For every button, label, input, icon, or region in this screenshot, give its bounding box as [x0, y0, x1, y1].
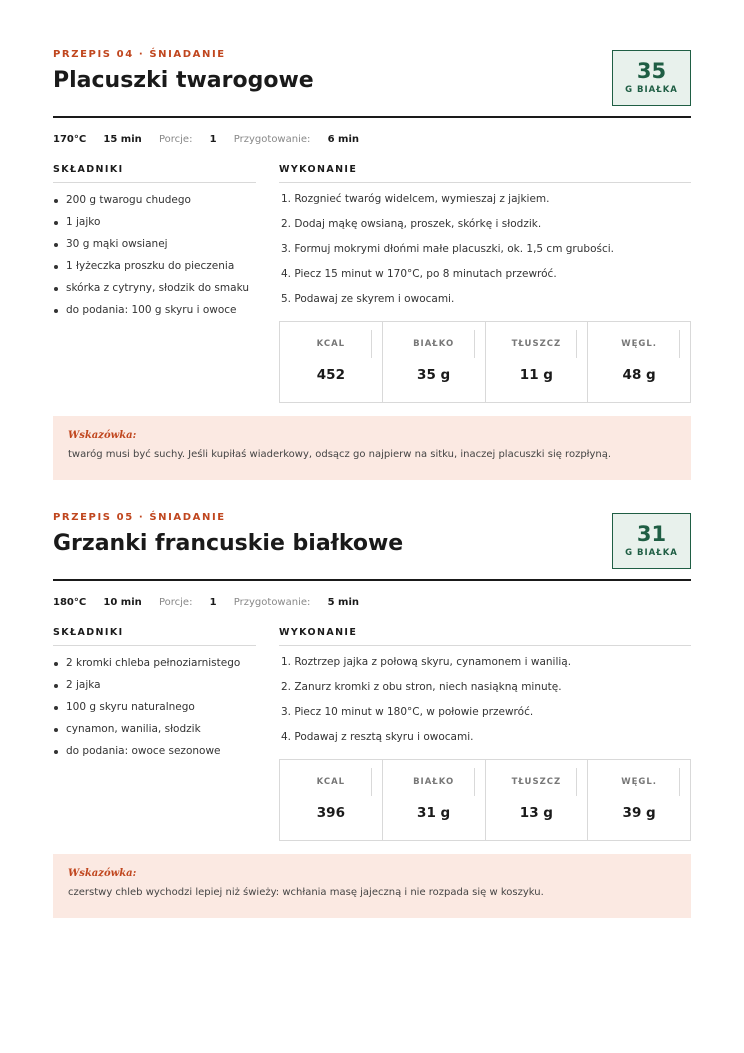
recipe-meta — [53, 134, 373, 145]
ingredients-heading: SKŁADNIKI — [53, 627, 256, 646]
recipe-title: Grzanki francuskie białkowe — [53, 531, 404, 556]
nutrition-value: 452 — [316, 367, 345, 383]
meta-temperature: 170°C — [53, 134, 87, 145]
meta-time: 15 min — [103, 134, 142, 145]
steps-heading: WYKONANIE — [279, 164, 691, 183]
nutrition-label: BIAŁKO — [413, 339, 455, 349]
step-item: 1. Rozgnieć twaróg widelcem, wymieszaj z jajkiem. — [281, 193, 550, 205]
nutrition-cell-fat — [486, 322, 589, 402]
nutrition-value: 11 g — [519, 367, 553, 383]
tip-box — [53, 854, 691, 918]
meta-time: 10 min — [103, 597, 142, 608]
step-item: 3. Formuj mokrymi dłońmi małe placuszki, ok. 1,5 cm grubości. — [281, 243, 614, 255]
protein-value: 35 — [636, 59, 667, 83]
nutrition-cell-kcal — [280, 760, 383, 840]
step-item: 2. Zanurz kromki z obu stron, niech nasiąkną minutę. — [281, 681, 562, 693]
nutrition-value: 31 g — [417, 805, 451, 821]
tip-text: czerstwy chleb wychodzi lepiej niż świeży: wchłania masę jajeczną i nie rozpada się w koszyku. — [68, 887, 544, 898]
step-item: 4. Piecz 15 minut w 170°C, po 8 minutach przewróć. — [281, 268, 557, 280]
ingredients-list — [53, 656, 256, 759]
nutrition-value: 39 g — [622, 805, 656, 821]
nutrition-label: TŁUSZCZ — [511, 339, 562, 349]
nutrition-table — [279, 321, 691, 403]
meta-prep — [234, 134, 359, 145]
title-divider — [53, 116, 691, 118]
meta-prep-label: Przygotowanie: — [233, 134, 311, 145]
recipe-kicker: PRZEPIS 05 · ŚNIADANIE — [53, 512, 226, 523]
nutrition-cell-protein — [383, 760, 486, 840]
recipe-meta — [53, 597, 373, 608]
nutrition-value: 35 g — [417, 367, 451, 383]
meta-prep — [234, 597, 359, 608]
protein-value: 31 — [636, 522, 667, 546]
nutrition-table — [279, 759, 691, 841]
nutrition-cell-protein — [383, 322, 486, 402]
step-item: 5. Podawaj ze skyrem i owocami. — [281, 293, 455, 305]
nutrition-label: BIAŁKO — [413, 777, 455, 787]
ingredient-item: do podania: 100 g skyru i owoce — [53, 303, 256, 318]
ingredient-item: 2 jajka — [53, 678, 256, 693]
ingredient-item: 1 jajko — [53, 215, 256, 230]
steps-heading: WYKONANIE — [279, 627, 691, 646]
steps-section — [279, 164, 691, 317]
ingredients-heading: SKŁADNIKI — [53, 164, 256, 183]
meta-prep-value: 6 min — [327, 134, 359, 145]
meta-temperature: 180°C — [53, 597, 87, 608]
meta-servings-label: Porcje: — [158, 597, 193, 608]
nutrition-value: 396 — [316, 805, 345, 821]
steps-list — [279, 655, 691, 745]
meta-servings-value: 1 — [209, 597, 217, 608]
nutrition-value: 48 g — [622, 367, 656, 383]
meta-servings-label: Porcje: — [158, 134, 193, 145]
ingredient-item: cynamon, wanilia, słodzik — [53, 722, 256, 737]
step-item: 4. Podawaj z resztą skyru i owocami. — [281, 731, 474, 743]
nutrition-cell-fat — [486, 760, 589, 840]
ingredient-item: 100 g skyru naturalnego — [53, 700, 256, 715]
meta-servings-value: 1 — [209, 134, 217, 145]
nutrition-cell-carbs — [588, 322, 690, 402]
nutrition-label: WĘGL. — [621, 777, 658, 787]
ingredients-section — [53, 164, 256, 325]
tip-box — [53, 416, 691, 480]
title-divider — [53, 579, 691, 581]
step-item: 1. Roztrzep jajka z połową skyru, cynamonem i wanilią. — [281, 656, 572, 668]
ingredient-item: 1 łyżeczka proszku do pieczenia — [53, 259, 256, 274]
protein-unit: G BIAŁKA — [625, 548, 678, 558]
tip-label: Wskazówka: — [68, 430, 137, 441]
protein-badge — [612, 50, 691, 106]
tip-text: twaróg musi być suchy. Jeśli kupiłaś wiaderkowy, odsącz go najpierw na sitku, inaczej placuszki się rozpłyną. — [68, 449, 612, 460]
recipe-kicker: PRZEPIS 04 · ŚNIADANIE — [53, 49, 226, 60]
protein-unit: G BIAŁKA — [625, 85, 678, 95]
step-item: 3. Piecz 10 minut w 180°C, w połowie przewróć. — [281, 706, 534, 718]
recipe-card — [53, 512, 691, 898]
steps-list — [279, 192, 691, 307]
ingredient-item: skórka z cytryny, słodzik do smaku — [53, 281, 256, 296]
nutrition-cell-kcal — [280, 322, 383, 402]
meta-servings — [159, 134, 217, 145]
nutrition-label: KCAL — [316, 339, 346, 349]
ingredients-list — [53, 193, 256, 318]
ingredient-item: 200 g twarogu chudego — [53, 193, 256, 208]
protein-badge — [612, 513, 691, 569]
recipe-card — [53, 49, 691, 460]
nutrition-label: TŁUSZCZ — [511, 777, 562, 787]
nutrition-cell-carbs — [588, 760, 690, 840]
nutrition-label: WĘGL. — [621, 339, 658, 349]
ingredient-item: 30 g mąki owsianej — [53, 237, 256, 252]
nutrition-label: KCAL — [316, 777, 346, 787]
steps-section — [279, 627, 691, 755]
meta-prep-value: 5 min — [327, 597, 359, 608]
meta-servings — [159, 597, 217, 608]
ingredient-item: 2 kromki chleba pełnoziarnistego — [53, 656, 256, 671]
ingredient-item: do podania: owoce sezonowe — [53, 744, 256, 759]
meta-prep-label: Przygotowanie: — [233, 597, 311, 608]
recipe-title: Placuszki twarogowe — [53, 68, 314, 93]
step-item: 2. Dodaj mąkę owsianą, proszek, skórkę i słodzik. — [281, 218, 542, 230]
ingredients-section — [53, 627, 256, 766]
nutrition-value: 13 g — [519, 805, 553, 821]
tip-label: Wskazówka: — [68, 868, 137, 879]
